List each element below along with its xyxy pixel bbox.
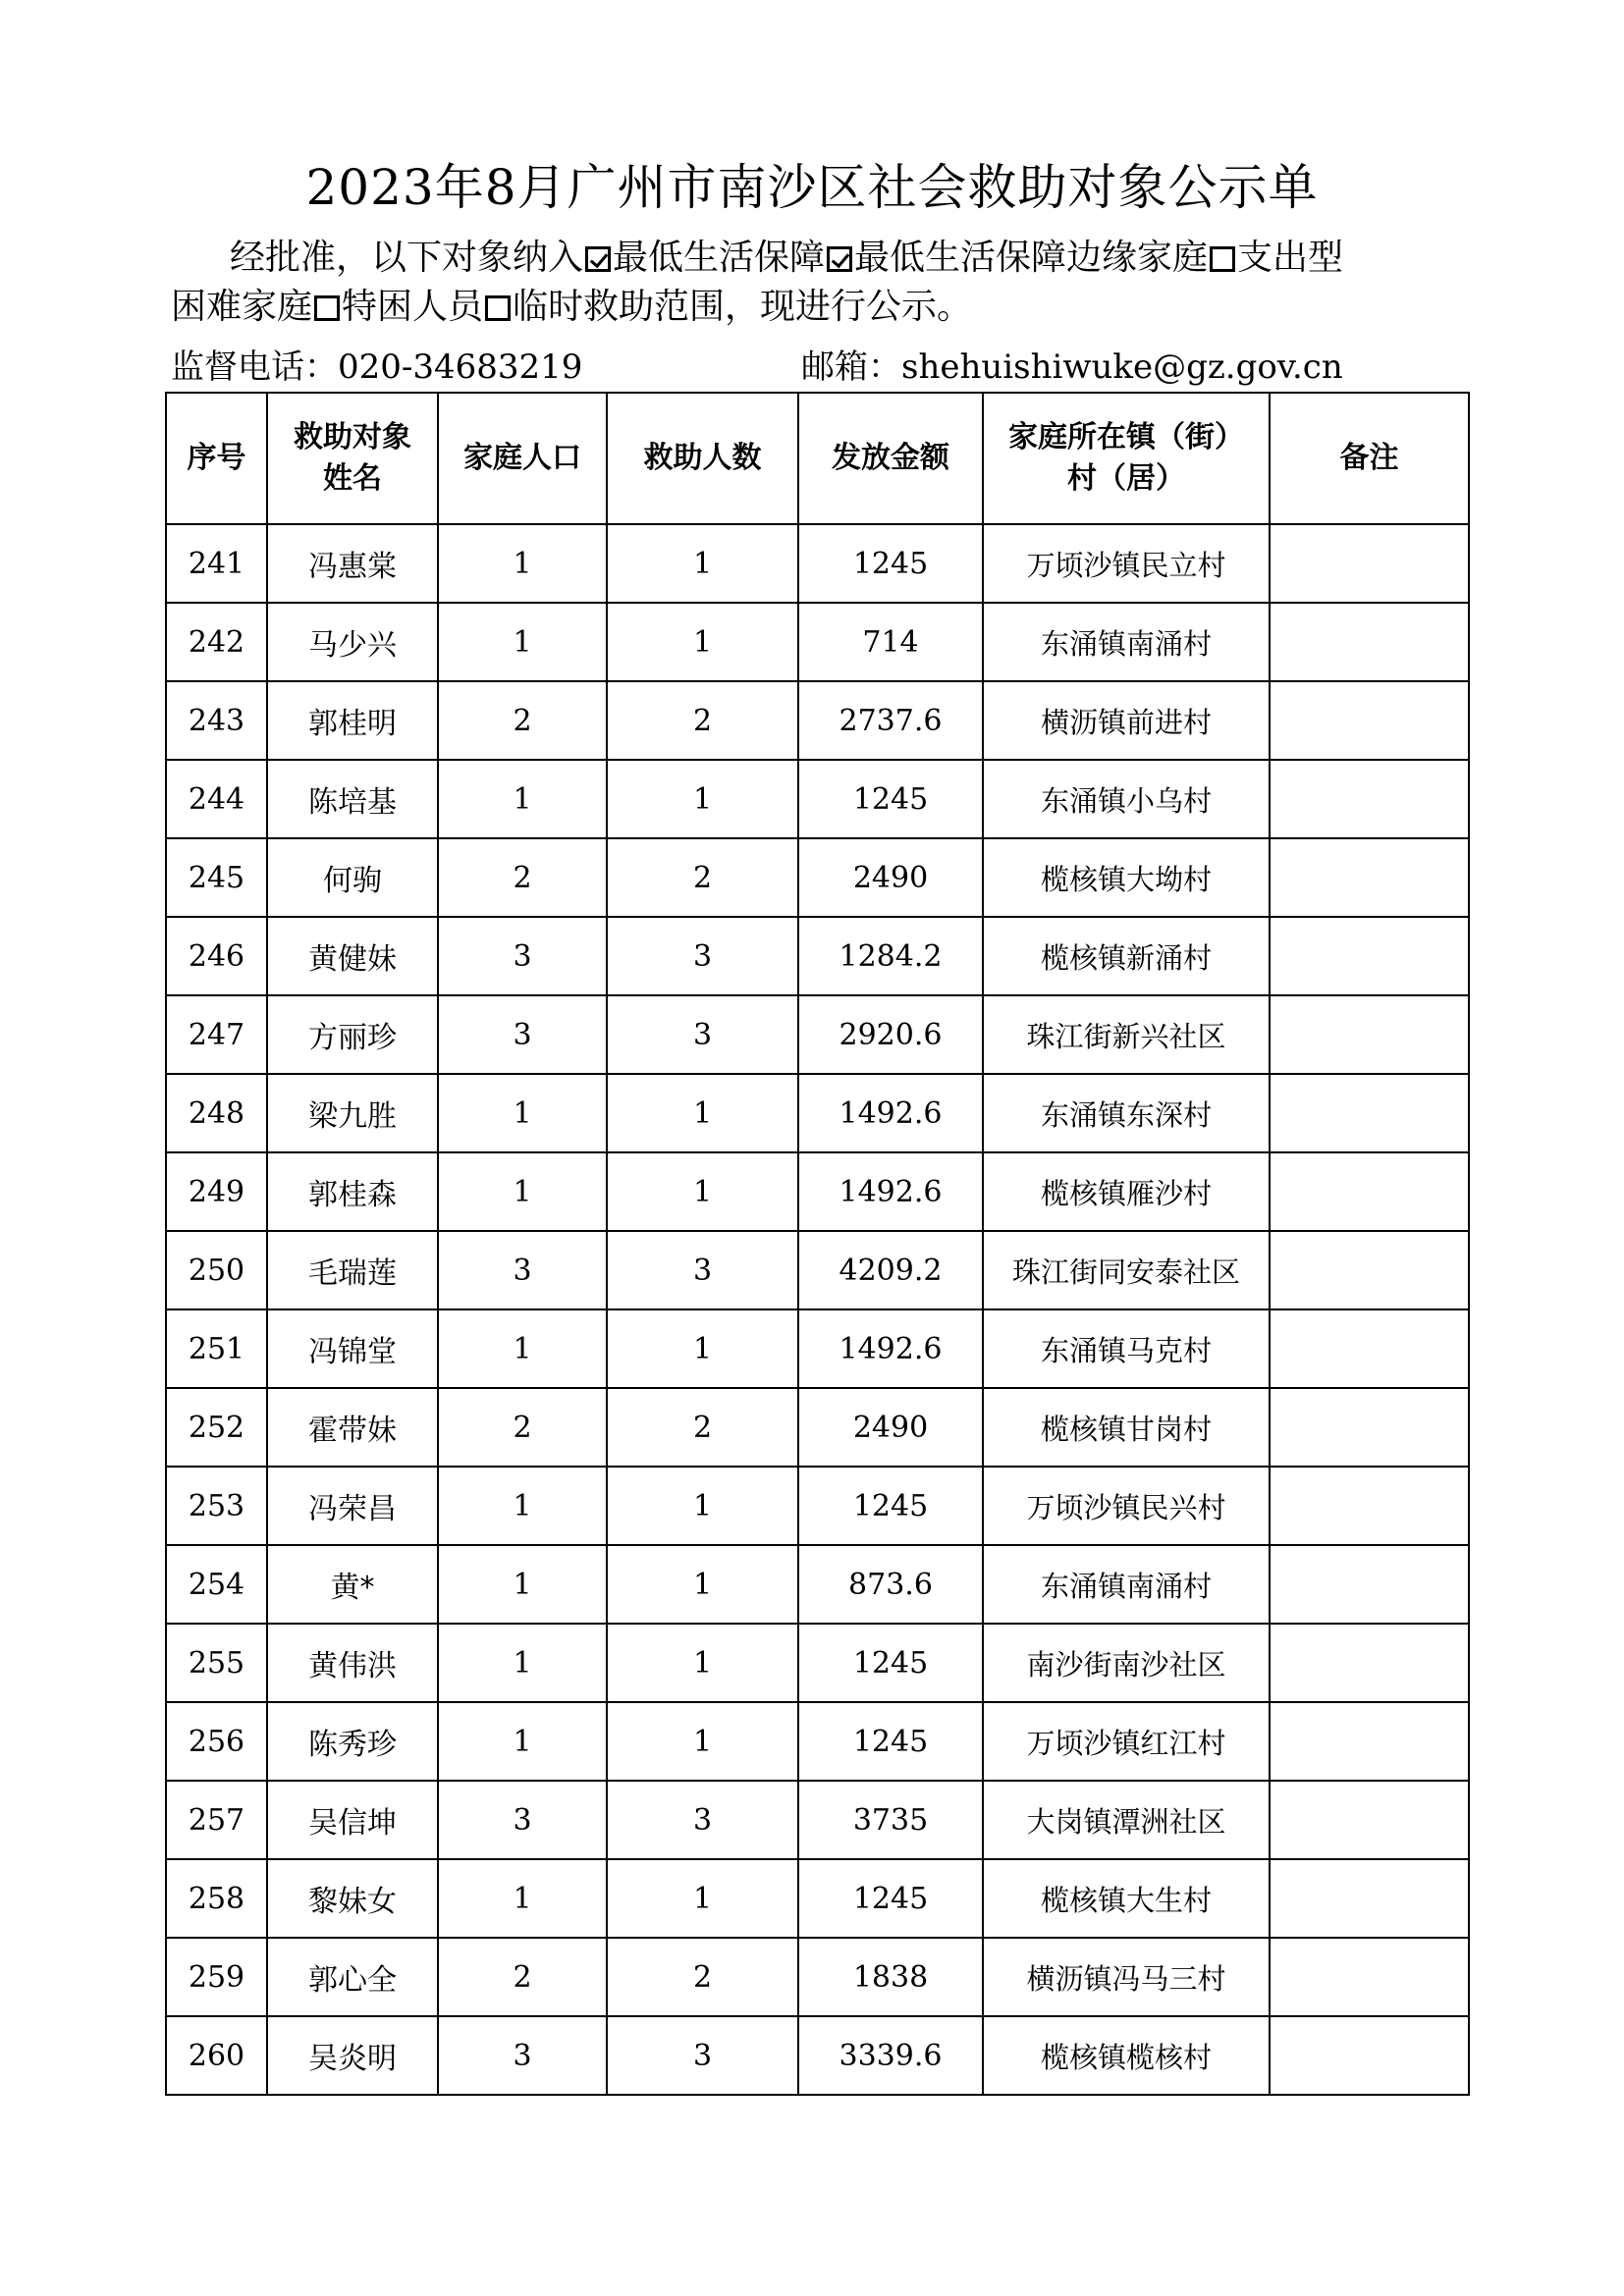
cell-amount: 1245 [798, 1467, 983, 1545]
cell-remark [1270, 681, 1469, 760]
cell-household: 3 [438, 2016, 607, 2095]
cell-remark [1270, 1074, 1469, 1152]
cell-address: 东涌镇东深村 [983, 1074, 1270, 1152]
cell-aided: 1 [607, 1624, 798, 1702]
cell-address: 榄核镇榄核村 [983, 2016, 1270, 2095]
cell-name: 吴信坤 [267, 1781, 438, 1859]
cell-aided: 1 [607, 1545, 798, 1624]
cell-remark [1270, 995, 1469, 1074]
cell-aided: 1 [607, 1074, 798, 1152]
cell-aided: 1 [607, 1859, 798, 1938]
cell-name: 冯惠棠 [267, 524, 438, 603]
header-aided: 救助人数 [607, 393, 798, 524]
cell-remark [1270, 760, 1469, 838]
cell-address: 大岗镇潭洲社区 [983, 1781, 1270, 1859]
cell-no: 259 [166, 1938, 267, 2016]
table-row [166, 1467, 1469, 1545]
cell-amount: 1838 [798, 1938, 983, 2016]
cell-aided: 1 [607, 1467, 798, 1545]
intro-paragraph [171, 234, 1477, 332]
cell-remark [1270, 603, 1469, 681]
header-amount: 发放金额 [798, 393, 983, 524]
cell-address: 万顷沙镇红江村 [983, 1702, 1270, 1781]
cell-remark [1270, 917, 1469, 995]
cell-address: 东涌镇马克村 [983, 1309, 1270, 1388]
cell-amount: 1245 [798, 1624, 983, 1702]
cell-name: 毛瑞莲 [267, 1231, 438, 1309]
header-household: 家庭人口 [438, 393, 607, 524]
intro-lead: 经批准，以下对象纳入 [230, 238, 584, 278]
cell-aided: 3 [607, 1781, 798, 1859]
header-no: 序号 [166, 393, 267, 524]
header-address [983, 393, 1270, 524]
cell-amount: 1492.6 [798, 1309, 983, 1388]
cell-no: 258 [166, 1859, 267, 1938]
cell-name: 陈秀珍 [267, 1702, 438, 1781]
cell-amount: 714 [798, 603, 983, 681]
table-row [166, 838, 1469, 917]
cell-address: 万顷沙镇民兴村 [983, 1467, 1270, 1545]
option-min-living: 最低生活保障 [613, 238, 826, 278]
checkbox-checked-icon [827, 246, 852, 272]
cell-no: 246 [166, 917, 267, 995]
cell-remark [1270, 1859, 1469, 1938]
cell-aided: 1 [607, 524, 798, 603]
table-row [166, 1388, 1469, 1467]
intro-line-2 [171, 283, 1477, 332]
table-row [166, 2016, 1469, 2095]
option-special-hardship: 特困人员 [342, 287, 484, 327]
cell-aided: 2 [607, 1938, 798, 2016]
option-temporary-aid: 临时救助范围，现进行公示。 [513, 287, 973, 327]
cell-aided: 3 [607, 1231, 798, 1309]
cell-no: 244 [166, 760, 267, 838]
cell-name: 黎妹女 [267, 1859, 438, 1938]
cell-name: 冯荣昌 [267, 1467, 438, 1545]
cell-no: 256 [166, 1702, 267, 1781]
cell-remark [1270, 1545, 1469, 1624]
cell-amount: 2737.6 [798, 681, 983, 760]
phone-contact [171, 346, 582, 389]
header-name-line-2: 姓名 [323, 461, 382, 496]
cell-name: 黄健妹 [267, 917, 438, 995]
cell-no: 252 [166, 1388, 267, 1467]
table-row [166, 1859, 1469, 1938]
table-header-row [166, 393, 1469, 524]
cell-remark [1270, 1231, 1469, 1309]
cell-remark [1270, 524, 1469, 603]
cell-amount: 1492.6 [798, 1152, 983, 1231]
table-row [166, 1938, 1469, 2016]
cell-remark [1270, 1938, 1469, 2016]
table-row [166, 1702, 1469, 1781]
table-row [166, 1152, 1469, 1231]
cell-name: 马少兴 [267, 603, 438, 681]
cell-no: 250 [166, 1231, 267, 1309]
cell-address: 万顷沙镇民立村 [983, 524, 1270, 603]
cell-address: 横沥镇前进村 [983, 681, 1270, 760]
cell-household: 1 [438, 603, 607, 681]
page-title: 2023年8月广州市南沙区社会救助对象公示单 [305, 159, 1319, 216]
header-address-line-2: 村（居） [1067, 461, 1185, 496]
checkbox-empty-icon [485, 295, 511, 321]
cell-address: 榄核镇大生村 [983, 1859, 1270, 1938]
table-row [166, 1074, 1469, 1152]
cell-no: 249 [166, 1152, 267, 1231]
header-name [267, 393, 438, 524]
cell-amount: 1245 [798, 760, 983, 838]
cell-aided: 2 [607, 1388, 798, 1467]
email-contact [801, 346, 1343, 389]
cell-no: 243 [166, 681, 267, 760]
cell-aided: 1 [607, 760, 798, 838]
cell-address: 珠江街新兴社区 [983, 995, 1270, 1074]
cell-household: 1 [438, 1309, 607, 1388]
cell-no: 254 [166, 1545, 267, 1624]
phone-number: 020-34683219 [338, 347, 583, 387]
cell-no: 251 [166, 1309, 267, 1388]
table-row [166, 760, 1469, 838]
cell-address: 榄核镇大坳村 [983, 838, 1270, 917]
cell-name: 吴炎明 [267, 2016, 438, 2095]
cell-household: 1 [438, 1545, 607, 1624]
option-expenditure-a: 支出型 [1237, 238, 1344, 278]
table-row [166, 524, 1469, 603]
cell-aided: 1 [607, 1309, 798, 1388]
cell-name: 霍带妹 [267, 1388, 438, 1467]
cell-address: 榄核镇新涌村 [983, 917, 1270, 995]
header-remark: 备注 [1270, 393, 1469, 524]
cell-household: 3 [438, 917, 607, 995]
email-address: shehuishiwuke@gz.gov.cn [901, 347, 1343, 387]
checkbox-empty-icon [314, 295, 340, 321]
cell-amount: 1245 [798, 1859, 983, 1938]
cell-household: 1 [438, 1152, 607, 1231]
cell-remark [1270, 1388, 1469, 1467]
email-label: 邮箱： [801, 347, 901, 387]
cell-amount: 2920.6 [798, 995, 983, 1074]
cell-household: 3 [438, 1781, 607, 1859]
cell-name: 冯锦堂 [267, 1309, 438, 1388]
cell-name: 梁九胜 [267, 1074, 438, 1152]
cell-household: 1 [438, 1624, 607, 1702]
cell-remark [1270, 1702, 1469, 1781]
cell-amount: 1284.2 [798, 917, 983, 995]
cell-household: 1 [438, 524, 607, 603]
cell-household: 1 [438, 1074, 607, 1152]
cell-remark [1270, 1467, 1469, 1545]
cell-amount: 3339.6 [798, 2016, 983, 2095]
cell-amount: 2490 [798, 838, 983, 917]
cell-address: 横沥镇冯马三村 [983, 1938, 1270, 2016]
cell-address: 榄核镇雁沙村 [983, 1152, 1270, 1231]
table-row [166, 1624, 1469, 1702]
cell-name: 黄伟洪 [267, 1624, 438, 1702]
cell-no: 260 [166, 2016, 267, 2095]
cell-aided: 1 [607, 1152, 798, 1231]
cell-household: 2 [438, 1388, 607, 1467]
table-row [166, 1309, 1469, 1388]
cell-household: 3 [438, 1231, 607, 1309]
cell-aided: 2 [607, 681, 798, 760]
cell-remark [1270, 1309, 1469, 1388]
table-row [166, 681, 1469, 760]
cell-name: 陈培基 [267, 760, 438, 838]
cell-household: 1 [438, 760, 607, 838]
option-marginal-family: 最低生活保障边缘家庭 [854, 238, 1209, 278]
cell-no: 255 [166, 1624, 267, 1702]
header-address-line-1: 家庭所在镇（街） [1008, 420, 1244, 454]
cell-household: 2 [438, 1938, 607, 2016]
table-row [166, 603, 1469, 681]
cell-amount: 1245 [798, 524, 983, 603]
table-row [166, 995, 1469, 1074]
cell-household: 3 [438, 995, 607, 1074]
recipient-table [165, 392, 1470, 2096]
cell-amount: 1492.6 [798, 1074, 983, 1152]
cell-amount: 3735 [798, 1781, 983, 1859]
cell-remark [1270, 838, 1469, 917]
cell-no: 257 [166, 1781, 267, 1859]
cell-no: 241 [166, 524, 267, 603]
cell-address: 东涌镇南涌村 [983, 1545, 1270, 1624]
option-expenditure-b: 困难家庭 [171, 287, 313, 327]
cell-aided: 3 [607, 917, 798, 995]
intro-line-1 [171, 234, 1477, 283]
cell-name: 郭桂森 [267, 1152, 438, 1231]
cell-address: 榄核镇甘岗村 [983, 1388, 1270, 1467]
cell-household: 1 [438, 1702, 607, 1781]
cell-remark [1270, 1781, 1469, 1859]
cell-aided: 3 [607, 2016, 798, 2095]
cell-name: 方丽珍 [267, 995, 438, 1074]
cell-no: 253 [166, 1467, 267, 1545]
cell-name: 黄* [267, 1545, 438, 1624]
cell-amount: 1245 [798, 1702, 983, 1781]
cell-address: 东涌镇南涌村 [983, 603, 1270, 681]
cell-remark [1270, 1152, 1469, 1231]
cell-aided: 1 [607, 603, 798, 681]
table-row [166, 1231, 1469, 1309]
checkbox-empty-icon [1210, 246, 1235, 272]
cell-name: 郭桂明 [267, 681, 438, 760]
table-row [166, 1781, 1469, 1859]
cell-aided: 3 [607, 995, 798, 1074]
cell-remark [1270, 1624, 1469, 1702]
cell-aided: 2 [607, 838, 798, 917]
cell-household: 1 [438, 1467, 607, 1545]
checkbox-checked-icon [585, 246, 611, 272]
cell-name: 何驹 [267, 838, 438, 917]
table-row [166, 917, 1469, 995]
table-row [166, 1545, 1469, 1624]
cell-no: 248 [166, 1074, 267, 1152]
cell-no: 247 [166, 995, 267, 1074]
cell-no: 242 [166, 603, 267, 681]
table-body [166, 524, 1469, 2095]
cell-amount: 873.6 [798, 1545, 983, 1624]
cell-address: 南沙街南沙社区 [983, 1624, 1270, 1702]
cell-remark [1270, 2016, 1469, 2095]
cell-address: 东涌镇小乌村 [983, 760, 1270, 838]
cell-address: 珠江街同安泰社区 [983, 1231, 1270, 1309]
cell-household: 2 [438, 681, 607, 760]
cell-name: 郭心全 [267, 1938, 438, 2016]
cell-amount: 2490 [798, 1388, 983, 1467]
cell-no: 245 [166, 838, 267, 917]
header-name-line-1: 救助对象 [294, 420, 411, 454]
cell-household: 1 [438, 1859, 607, 1938]
cell-household: 2 [438, 838, 607, 917]
cell-aided: 1 [607, 1702, 798, 1781]
cell-amount: 4209.2 [798, 1231, 983, 1309]
phone-label: 监督电话： [171, 347, 338, 387]
